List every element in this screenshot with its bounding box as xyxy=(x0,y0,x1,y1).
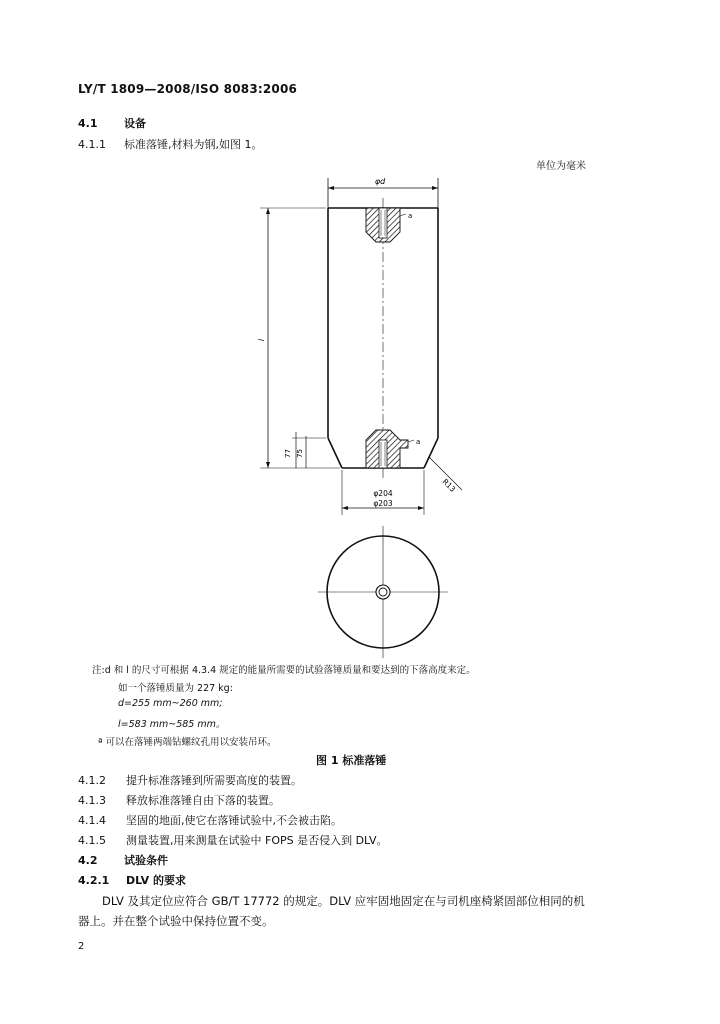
section-title: 试验条件 xyxy=(124,854,168,867)
section-title: 设备 xyxy=(124,117,146,130)
section-4-1-heading xyxy=(78,115,146,131)
paragraph-dlv-line-1: DLV 及其定位应符合 GB/T 17772 的规定。DLV 应牢固地固定在与司机座椅紧固部位相同的机 xyxy=(102,894,585,908)
section-4-1-3 xyxy=(78,792,280,808)
section-number: 4.1.5 xyxy=(78,834,106,847)
figure-note-d-range: d=255 mm~260 mm; xyxy=(118,698,223,709)
bottom-threaded-hole xyxy=(379,440,387,468)
top-threaded-hole xyxy=(379,208,387,238)
section-4-1-1 xyxy=(78,136,263,152)
section-number: 4.2.1 xyxy=(78,874,110,887)
top-view-hole-outer xyxy=(376,585,390,599)
figure-note-l-range: l=583 mm~585 mm。 xyxy=(118,719,226,730)
paragraph-dlv-line-2: 器上。并在整个试验中保持位置不变。 xyxy=(78,914,274,928)
falling-weight-drawing xyxy=(230,170,500,660)
section-number: 4.1.1 xyxy=(78,138,106,151)
figure-caption: 图 1 标准落锤 xyxy=(316,754,387,767)
label-r13: R13 xyxy=(440,477,458,494)
section-number: 4.1.2 xyxy=(78,774,106,787)
arrow-head xyxy=(342,506,348,510)
section-number: 4.1 xyxy=(78,117,98,130)
figure-note-main: 注:d 和 l 的尺寸可根据 4.3.4 规定的能量所需要的试验落锤质量和要达到的下落高度来定。 xyxy=(92,665,476,676)
standard-number: LY/T 1809—2008/ISO 8083:2006 xyxy=(78,82,298,96)
section-text: 坚固的地面,使它在落锤试验中,不会被击陷。 xyxy=(126,814,342,827)
figure-footnote-a: ª 可以在落锤两端钻螺纹孔用以安装吊环。 xyxy=(98,737,277,748)
figure-note-example: 如一个落锤质量为 227 kg: xyxy=(118,683,233,694)
section-title: DLV 的要求 xyxy=(126,874,186,887)
leader-line-a-top xyxy=(400,214,406,216)
section-4-1-4 xyxy=(78,812,342,828)
label-77: 77 xyxy=(284,449,292,458)
section-4-2-heading xyxy=(78,852,168,868)
label-75: 75 xyxy=(296,449,304,458)
unit-note: 单位为毫米 xyxy=(536,161,586,172)
section-4-1-5 xyxy=(78,832,388,848)
label-phi204: φ204 xyxy=(373,489,393,498)
section-4-1-2 xyxy=(78,772,302,788)
arrow-head xyxy=(266,208,270,214)
section-number: 4.1.3 xyxy=(78,794,106,807)
label-phi203: φ203 xyxy=(373,499,393,508)
arrow-head xyxy=(266,462,270,468)
arrow-head xyxy=(328,186,334,190)
label-a-top: a xyxy=(408,212,413,220)
label-a-bottom: a xyxy=(416,438,421,446)
section-4-2-1-heading xyxy=(78,872,186,888)
section-text: 测量装置,用来测量在试验中 FOPS 是否侵入到 DLV。 xyxy=(126,834,388,847)
arrow-head xyxy=(432,186,438,190)
chamfer-left xyxy=(328,438,342,468)
section-number: 4.2 xyxy=(78,854,98,867)
page-number: 2 xyxy=(78,941,85,952)
section-number: 4.1.4 xyxy=(78,814,106,827)
label-phi-d: φd xyxy=(374,177,386,186)
label-l: l xyxy=(257,338,266,342)
leader-line-a-bottom xyxy=(408,440,414,442)
section-text: 标准落锤,材料为钢,如图 1。 xyxy=(124,138,263,151)
arrow-head xyxy=(418,506,424,510)
section-text: 释放标准落锤自由下落的装置。 xyxy=(126,794,280,807)
section-text: 提升标准落锤到所需要高度的装置。 xyxy=(126,774,302,787)
